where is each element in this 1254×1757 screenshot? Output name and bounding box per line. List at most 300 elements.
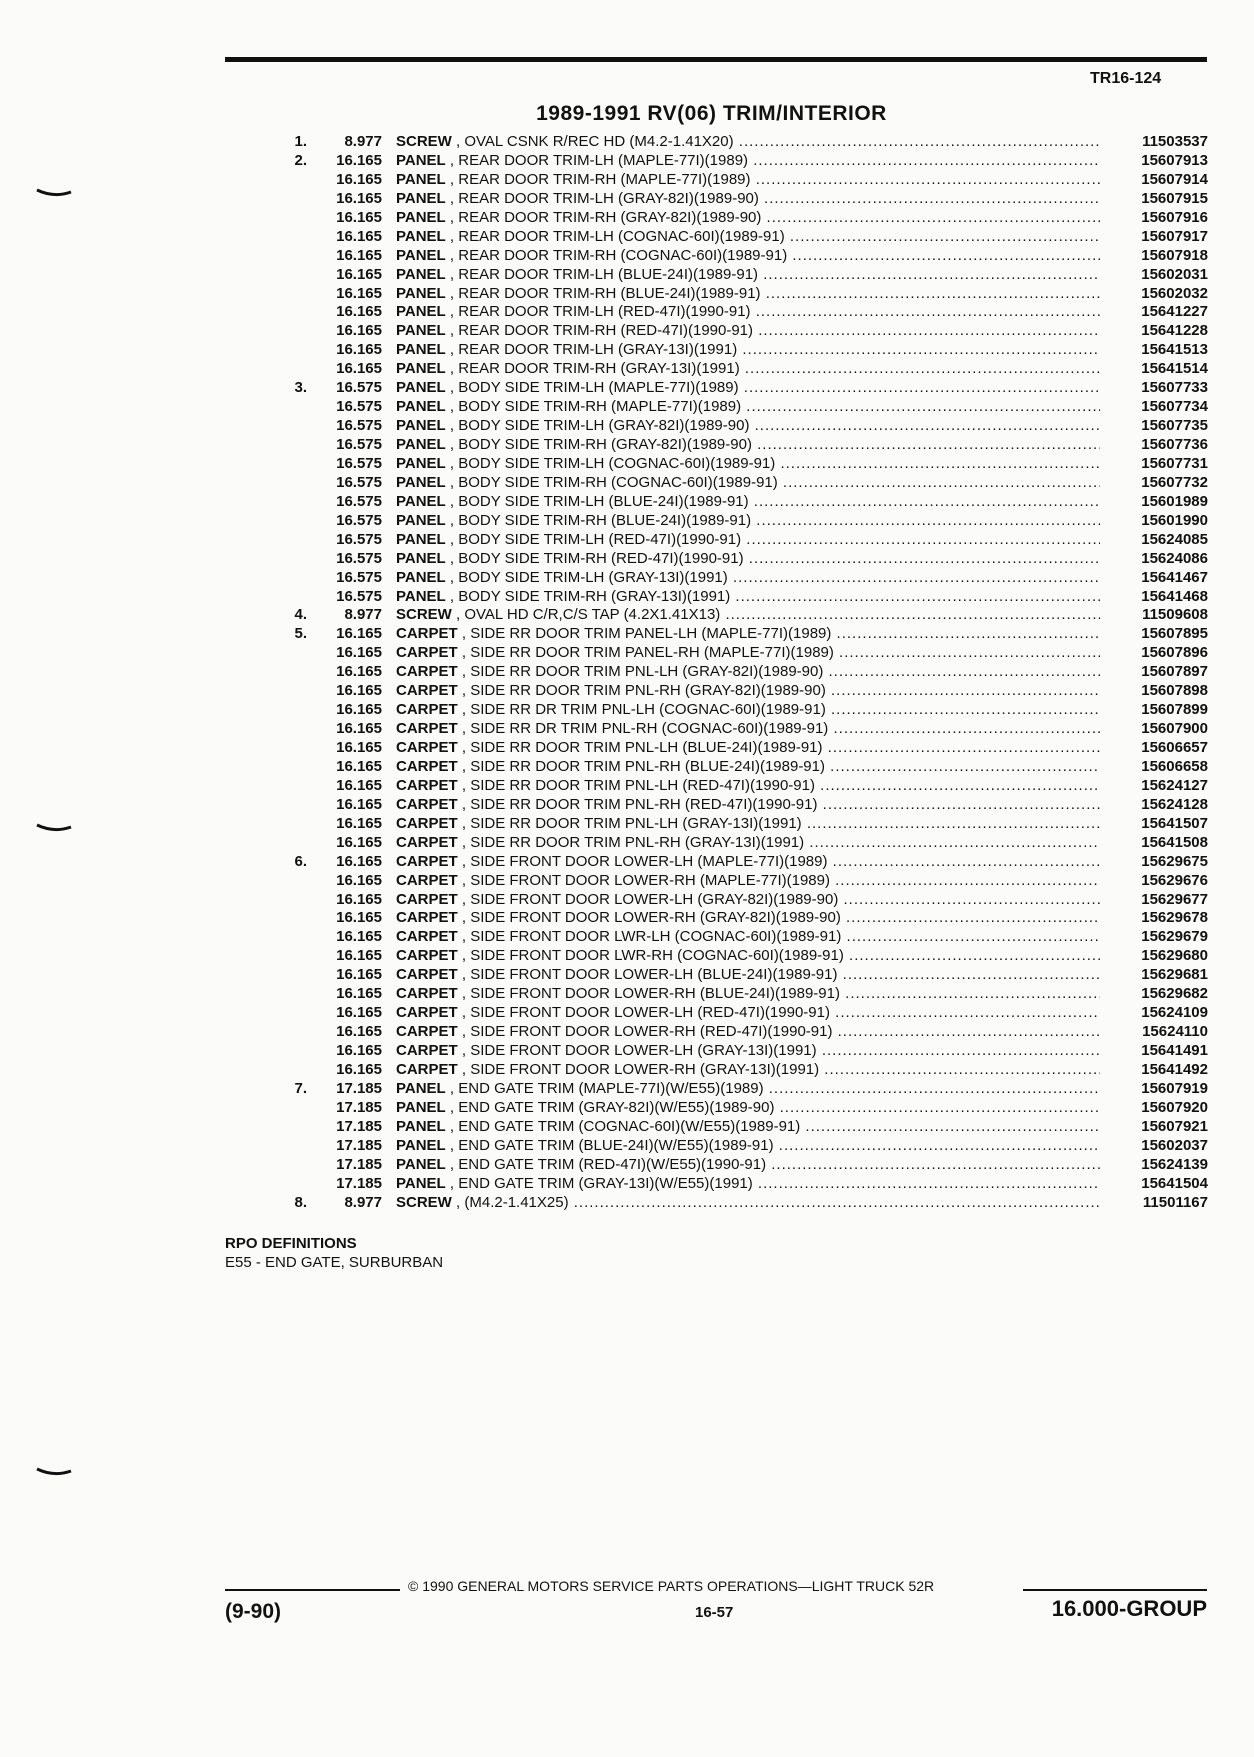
part-row	[280, 398, 1208, 417]
part-row	[280, 266, 1208, 285]
part-description: PANEL , END GATE TRIM (RED-47I)(W/E55)(1990-91) .....	[396, 1156, 1176, 1175]
part-name: CARPET	[396, 625, 458, 643]
part-description: PANEL , REAR DOOR TRIM-RH (COGNAC-60I)(1989-91) .....	[396, 247, 1176, 266]
part-detail: (M4.2-1.41X25)	[464, 1193, 569, 1211]
part-description: PANEL , REAR DOOR TRIM-RH (MAPLE-77I)(1989) .....	[396, 171, 1176, 190]
part-description: PANEL , BODY SIDE TRIM-RH (GRAY-82I)(1989-90) .....	[396, 436, 1176, 455]
part-row	[280, 720, 1208, 739]
part-detail: SIDE FRONT DOOR LOWER-LH (GRAY-13I)(1991)	[470, 1042, 817, 1059]
part-number: 11501167	[1100, 1194, 1208, 1213]
section-number: 16.165	[336, 871, 382, 889]
part-description: CARPET , SIDE FRONT DOOR LOWER-LH (RED-47I)(1990-91) .....	[396, 1004, 1176, 1023]
part-detail: BODY SIDE TRIM-LH (GRAY-82I)(1989-90)	[458, 417, 750, 435]
part-description: PANEL , END GATE TRIM (COGNAC-60I)(W/E55)(1989-91) .....	[396, 1118, 1176, 1137]
part-description: CARPET , SIDE RR DOOR TRIM PANEL-LH (MAPLE-77I)(1989) .....	[396, 625, 1176, 644]
section-number: 16.165	[336, 701, 382, 719]
part-row	[280, 777, 1208, 796]
part-description: CARPET , SIDE FRONT DOOR LOWER-RH (GRAY-13I)(1991) .....	[396, 1061, 1176, 1080]
part-name: PANEL	[396, 303, 446, 321]
part-row	[280, 891, 1208, 910]
part-name: PANEL	[396, 1098, 446, 1116]
part-name: PANEL	[396, 227, 446, 245]
part-name: CARPET	[396, 871, 458, 889]
section-number: 17.185	[336, 1117, 382, 1135]
part-row	[280, 701, 1208, 720]
part-number: 15629680	[1100, 947, 1208, 966]
part-description: PANEL , BODY SIDE TRIM-LH (GRAY-13I)(1991) .....	[396, 569, 1176, 588]
part-number: 15641228	[1100, 322, 1208, 341]
section-number: 16.165	[336, 625, 382, 643]
part-number: 15629675	[1100, 853, 1208, 872]
part-row	[280, 909, 1208, 928]
part-number: 15607921	[1100, 1118, 1208, 1137]
part-name: CARPET	[396, 739, 458, 756]
part-name: PANEL	[396, 454, 446, 472]
part-description: PANEL , BODY SIDE TRIM-RH (BLUE-24I)(1989-91) .....	[396, 512, 1176, 531]
part-row	[280, 947, 1208, 966]
section-number: 16.165	[336, 814, 382, 832]
part-detail: SIDE FRONT DOOR LOWER-RH (GRAY-82I)(1989-90)	[470, 909, 841, 927]
part-description: PANEL , BODY SIDE TRIM-LH (RED-47I)(1990-91) .....	[396, 531, 1176, 550]
part-detail: REAR DOOR TRIM-LH (MAPLE-77I)(1989)	[458, 151, 749, 169]
part-description: PANEL , END GATE TRIM (BLUE-24I)(W/E55)(1989-91) .....	[396, 1137, 1176, 1156]
part-name: CARPET	[396, 814, 458, 832]
part-description: PANEL , END GATE TRIM (GRAY-82I)(W/E55)(1989-90) .....	[396, 1099, 1176, 1118]
part-name: CARPET	[396, 928, 458, 946]
section-number: 16.575	[336, 436, 382, 453]
part-number: 15606657	[1100, 739, 1208, 758]
part-row	[280, 644, 1208, 663]
part-row	[280, 663, 1208, 682]
top-rule	[225, 57, 1207, 62]
part-number: 15624085	[1100, 531, 1208, 550]
part-name: CARPET	[396, 909, 458, 927]
part-description: CARPET , SIDE RR DOOR TRIM PNL-LH (GRAY-13I)(1991) .....	[396, 815, 1176, 834]
part-detail: REAR DOOR TRIM-RH (MAPLE-77I)(1989)	[458, 170, 751, 188]
part-detail: SIDE RR DOOR TRIM PANEL-LH (MAPLE-77I)(1989)	[470, 625, 832, 643]
part-number: 15607913	[1100, 152, 1208, 171]
section-number: 16.165	[336, 341, 382, 359]
part-number: 15602037	[1100, 1137, 1208, 1156]
part-description: CARPET , SIDE RR DOOR TRIM PNL-RH (GRAY-13I)(1991) .....	[396, 834, 1176, 853]
part-number: 15607733	[1100, 379, 1208, 398]
section-number: 16.165	[336, 1060, 382, 1078]
section-number: 16.165	[336, 170, 382, 188]
section-number: 16.165	[336, 303, 382, 321]
part-name: PANEL	[396, 341, 446, 359]
section-number: 16.165	[336, 909, 382, 927]
part-detail: END GATE TRIM (MAPLE-77I)(W/E55)(1989)	[458, 1079, 764, 1097]
part-detail: SIDE FRONT DOOR LWR-RH (COGNAC-60I)(1989-91)	[470, 947, 844, 965]
part-name: PANEL	[396, 208, 446, 226]
part-detail: BODY SIDE TRIM-RH (COGNAC-60I)(1989-91)	[458, 473, 778, 491]
section-number: 16.575	[336, 454, 382, 472]
part-detail: SIDE RR DOOR TRIM PNL-RH (BLUE-24I)(1989-91)	[470, 757, 825, 775]
part-name: PANEL	[396, 417, 446, 435]
part-name: PANEL	[396, 189, 446, 207]
part-row	[280, 379, 1208, 398]
part-name: CARPET	[396, 720, 458, 738]
section-number: 17.185	[336, 1136, 382, 1154]
part-name: PANEL	[396, 436, 446, 453]
part-detail: BODY SIDE TRIM-LH (RED-47I)(1990-91)	[458, 530, 742, 548]
part-row	[280, 815, 1208, 834]
part-name: PANEL	[396, 1174, 446, 1192]
part-number: 15641507	[1100, 815, 1208, 834]
part-row	[280, 228, 1208, 247]
part-detail: END GATE TRIM (GRAY-13I)(W/E55)(1991)	[458, 1174, 753, 1192]
part-detail: SIDE RR DOOR TRIM PANEL-RH (MAPLE-77I)(1989)	[470, 644, 834, 662]
section-number: 16.165	[336, 1004, 382, 1022]
section-number: 16.575	[336, 587, 382, 605]
item-ref-number: 1.	[294, 133, 307, 150]
part-row	[280, 834, 1208, 853]
part-row	[280, 474, 1208, 493]
part-number: 15607915	[1100, 190, 1208, 209]
part-detail: SIDE RR DR TRIM PNL-RH (COGNAC-60I)(1989-91)	[470, 720, 829, 738]
part-name: PANEL	[396, 151, 446, 169]
part-description: PANEL , REAR DOOR TRIM-LH (GRAY-82I)(1989-90) .....	[396, 190, 1176, 209]
part-detail: SIDE RR DOOR TRIM PNL-LH (RED-47I)(1990-91)	[470, 776, 815, 794]
part-name: CARPET	[396, 644, 458, 662]
part-row	[280, 493, 1208, 512]
group-label: 16.000-GROUP	[1051, 1596, 1207, 1621]
part-number: 15607918	[1100, 247, 1208, 266]
part-row	[280, 569, 1208, 588]
part-number: 15629677	[1100, 891, 1208, 910]
part-detail: BODY SIDE TRIM-LH (COGNAC-60I)(1989-91)	[458, 454, 776, 472]
section-number: 16.165	[336, 227, 382, 245]
part-description: CARPET , SIDE RR DOOR TRIM PNL-RH (GRAY-82I)(1989-90) .....	[396, 682, 1176, 701]
section-number: 16.165	[336, 644, 382, 662]
part-row	[280, 1023, 1208, 1042]
part-row	[280, 682, 1208, 701]
part-number: 15629678	[1100, 909, 1208, 928]
part-name: PANEL	[396, 1155, 446, 1173]
punch-mark-icon	[36, 188, 72, 200]
part-number: 15607897	[1100, 663, 1208, 682]
part-number: 15641467	[1100, 569, 1208, 588]
part-name: CARPET	[396, 663, 458, 681]
part-name: CARPET	[396, 1060, 458, 1078]
part-number: 15607734	[1100, 398, 1208, 417]
part-detail: REAR DOOR TRIM-LH (BLUE-24I)(1989-91)	[458, 265, 759, 283]
part-detail: BODY SIDE TRIM-LH (BLUE-24I)(1989-91)	[458, 492, 749, 510]
section-number: 17.185	[336, 1098, 382, 1116]
section-number: 16.165	[336, 663, 382, 681]
part-number: 15641508	[1100, 834, 1208, 853]
section-number: 16.575	[336, 568, 382, 586]
section-number: 16.165	[336, 265, 382, 283]
part-description: PANEL , END GATE TRIM (GRAY-13I)(W/E55)(1991) .....	[396, 1175, 1176, 1194]
section-number: 17.185	[336, 1079, 382, 1097]
part-detail: SIDE RR DOOR TRIM PNL-RH (RED-47I)(1990-91)	[470, 795, 818, 813]
part-description: PANEL , BODY SIDE TRIM-LH (MAPLE-77I)(1989) .....	[396, 379, 1176, 398]
part-description: CARPET , SIDE FRONT DOOR LOWER-RH (RED-47I)(1990-91) .....	[396, 1023, 1176, 1042]
part-name: PANEL	[396, 398, 446, 416]
part-row	[280, 588, 1208, 607]
document-code: TR16-124	[1090, 70, 1162, 87]
part-number: 15629681	[1100, 966, 1208, 985]
part-row	[280, 1175, 1208, 1194]
part-name: PANEL	[396, 322, 446, 340]
part-row	[280, 417, 1208, 436]
part-detail: END GATE TRIM (GRAY-82I)(W/E55)(1989-90)	[458, 1098, 775, 1116]
part-row	[280, 1194, 1208, 1213]
part-detail: SIDE FRONT DOOR LOWER-LH (BLUE-24I)(1989-91)	[470, 966, 838, 984]
part-description: CARPET , SIDE FRONT DOOR LOWER-LH (GRAY-82I)(1989-90) .....	[396, 891, 1176, 910]
part-description: PANEL , REAR DOOR TRIM-LH (COGNAC-60I)(1989-91) .....	[396, 228, 1176, 247]
section-number: 17.185	[336, 1155, 382, 1173]
part-row	[280, 606, 1208, 625]
part-number: 15607916	[1100, 209, 1208, 228]
part-row	[280, 1042, 1208, 1061]
part-description: PANEL , BODY SIDE TRIM-LH (GRAY-82I)(1989-90) .....	[396, 417, 1176, 436]
part-row	[280, 1080, 1208, 1099]
item-ref-number: 8.	[294, 1193, 307, 1211]
part-detail: SIDE FRONT DOOR LOWER-LH (RED-47I)(1990-91)	[470, 1004, 830, 1022]
part-row	[280, 1137, 1208, 1156]
part-number: 15602031	[1100, 266, 1208, 285]
part-number: 15607899	[1100, 701, 1208, 720]
part-row	[280, 190, 1208, 209]
part-detail: END GATE TRIM (RED-47I)(W/E55)(1990-91)	[458, 1155, 767, 1173]
item-ref-number: 6.	[294, 852, 307, 870]
part-number: 15607917	[1100, 228, 1208, 247]
footer-date: (9-90)	[225, 1600, 282, 1623]
part-detail: SIDE RR DOOR TRIM PNL-LH (BLUE-24I)(1989-91)	[470, 739, 823, 756]
section-number: 16.575	[336, 379, 382, 397]
footer-rule-right	[1023, 1589, 1207, 1591]
part-row	[280, 1118, 1208, 1137]
part-row	[280, 455, 1208, 474]
rpo-title: RPO DEFINITIONS	[225, 1235, 357, 1252]
part-description: PANEL , BODY SIDE TRIM-RH (COGNAC-60I)(1989-91) .....	[396, 474, 1176, 493]
part-number: 15624086	[1100, 550, 1208, 569]
part-number: 15601990	[1100, 512, 1208, 531]
section-number: 16.165	[336, 833, 382, 851]
part-name: SCREW	[396, 1193, 452, 1211]
part-number: 15641514	[1100, 360, 1208, 379]
part-row	[280, 1156, 1208, 1175]
part-detail: REAR DOOR TRIM-LH (GRAY-82I)(1989-90)	[458, 189, 759, 207]
part-detail: SIDE RR DOOR TRIM PNL-RH (GRAY-82I)(1989-90)	[470, 682, 826, 700]
part-row	[280, 872, 1208, 891]
part-number: 15641504	[1100, 1175, 1208, 1194]
part-number: 15606658	[1100, 758, 1208, 777]
part-detail: SIDE RR DOOR TRIM PNL-RH (GRAY-13I)(1991)	[470, 833, 805, 851]
part-detail: SIDE FRONT DOOR LOWER-LH (GRAY-82I)(1989-90)	[470, 890, 839, 908]
part-number: 15629682	[1100, 985, 1208, 1004]
part-row	[280, 531, 1208, 550]
part-number: 15607920	[1100, 1099, 1208, 1118]
part-number: 15607896	[1100, 644, 1208, 663]
part-row	[280, 209, 1208, 228]
part-description: PANEL , REAR DOOR TRIM-RH (GRAY-82I)(1989-90) .....	[396, 209, 1176, 228]
section-number: 16.165	[336, 1023, 382, 1041]
part-row	[280, 360, 1208, 379]
part-description: CARPET , SIDE RR DOOR TRIM PANEL-RH (MAPLE-77I)(1989) .....	[396, 644, 1176, 663]
part-detail: SIDE FRONT DOOR LOWER-RH (GRAY-13I)(1991)	[470, 1060, 820, 1078]
part-description: CARPET , SIDE FRONT DOOR LOWER-LH (GRAY-13I)(1991) .....	[396, 1042, 1176, 1061]
part-description: CARPET , SIDE FRONT DOOR LOWER-RH (GRAY-82I)(1989-90) .....	[396, 909, 1176, 928]
part-number: 15624139	[1100, 1156, 1208, 1175]
part-name: CARPET	[396, 985, 458, 1003]
part-name: CARPET	[396, 833, 458, 851]
part-number: 15607736	[1100, 436, 1208, 455]
part-detail: SIDE FRONT DOOR LWR-LH (COGNAC-60I)(1989-91)	[470, 928, 842, 946]
part-row	[280, 625, 1208, 644]
rpo-line: E55 - END GATE, SURBURBAN	[225, 1254, 444, 1271]
section-number: 16.575	[336, 549, 382, 567]
part-name: PANEL	[396, 511, 446, 529]
punch-mark-icon	[36, 823, 72, 835]
part-description: CARPET , SIDE FRONT DOOR LOWER-RH (MAPLE-77I)(1989) .....	[396, 872, 1176, 891]
part-description: SCREW , OVAL HD C/R,C/S TAP (4.2X1.41X13) .....	[396, 606, 1176, 625]
part-row	[280, 550, 1208, 569]
section-number: 16.575	[336, 530, 382, 548]
part-description: CARPET , SIDE FRONT DOOR LWR-RH (COGNAC-60I)(1989-91) .....	[396, 947, 1176, 966]
part-row	[280, 966, 1208, 985]
part-name: PANEL	[396, 265, 446, 283]
part-description: PANEL , REAR DOOR TRIM-LH (BLUE-24I)(1989-91) .....	[396, 266, 1176, 285]
section-number: 16.165	[336, 246, 382, 264]
part-name: PANEL	[396, 530, 446, 548]
part-description: PANEL , REAR DOOR TRIM-RH (BLUE-24I)(1989-91) .....	[396, 285, 1176, 304]
section-number: 16.165	[336, 795, 382, 813]
part-row	[280, 985, 1208, 1004]
part-description: CARPET , SIDE RR DOOR TRIM PNL-LH (RED-47I)(1990-91) .....	[396, 777, 1176, 796]
page-title: 1989-1991 RV(06) TRIM/INTERIOR	[536, 102, 887, 125]
footer-rule-left	[225, 1589, 400, 1591]
part-number: 15624128	[1100, 796, 1208, 815]
section-number: 16.165	[336, 284, 382, 302]
part-name: CARPET	[396, 890, 458, 908]
part-number: 15607900	[1100, 720, 1208, 739]
item-ref-number: 2.	[294, 151, 307, 169]
part-name: SCREW	[396, 133, 452, 150]
part-description: PANEL , BODY SIDE TRIM-LH (COGNAC-60I)(1989-91) .....	[396, 455, 1176, 474]
part-description: PANEL , BODY SIDE TRIM-RH (GRAY-13I)(1991) .....	[396, 588, 1176, 607]
part-name: CARPET	[396, 795, 458, 813]
section-number: 17.185	[336, 1174, 382, 1192]
part-detail: OVAL CSNK R/REC HD (M4.2-1.41X20)	[464, 133, 734, 150]
part-description: PANEL , BODY SIDE TRIM-RH (RED-47I)(1990-91) .....	[396, 550, 1176, 569]
part-number: 15641491	[1100, 1042, 1208, 1061]
part-detail: END GATE TRIM (BLUE-24I)(W/E55)(1989-91)	[458, 1136, 774, 1154]
part-description: PANEL , REAR DOOR TRIM-LH (MAPLE-77I)(1989) .....	[396, 152, 1176, 171]
section-number: 16.575	[336, 417, 382, 435]
section-number: 16.165	[336, 360, 382, 378]
item-ref-number: 4.	[294, 606, 307, 624]
section-number: 16.575	[336, 511, 382, 529]
part-row	[280, 512, 1208, 531]
section-number: 16.165	[336, 208, 382, 226]
part-number: 15601989	[1100, 493, 1208, 512]
part-number: 15607895	[1100, 625, 1208, 644]
section-number: 16.165	[336, 757, 382, 775]
part-row	[280, 322, 1208, 341]
part-row	[280, 796, 1208, 815]
rpo-definitions	[225, 1234, 443, 1272]
part-number: 15602032	[1100, 285, 1208, 304]
part-description: SCREW , (M4.2-1.41X25) .....	[396, 1194, 1176, 1213]
part-name: CARPET	[396, 701, 458, 719]
part-number: 15641468	[1100, 588, 1208, 607]
footer-copyright: © 1990 GENERAL MOTORS SERVICE PARTS OPERATIONS—LIGHT TRUCK 52R	[408, 1578, 935, 1594]
section-number: 16.165	[336, 776, 382, 794]
part-number: 15607731	[1100, 455, 1208, 474]
part-name: CARPET	[396, 966, 458, 984]
item-ref-number: 5.	[294, 625, 307, 643]
section-number: 16.165	[336, 985, 382, 1003]
part-number: 15607914	[1100, 171, 1208, 190]
section-number: 8.977	[344, 606, 382, 624]
part-detail: SIDE RR DR TRIM PNL-LH (COGNAC-60I)(1989-91)	[470, 701, 826, 719]
section-number: 16.575	[336, 473, 382, 491]
part-number: 15641492	[1100, 1061, 1208, 1080]
part-number: 15629676	[1100, 872, 1208, 891]
part-description: CARPET , SIDE RR DOOR TRIM PNL-LH (BLUE-24I)(1989-91) .....	[396, 739, 1176, 758]
part-number: 11509608	[1100, 606, 1208, 625]
part-detail: SIDE RR DOOR TRIM PNL-LH (GRAY-13I)(1991)	[470, 814, 802, 832]
part-row	[280, 152, 1208, 171]
section-number: 16.165	[336, 322, 382, 340]
part-description: CARPET , SIDE FRONT DOOR LOWER-LH (BLUE-24I)(1989-91) .....	[396, 966, 1176, 985]
section-number: 16.165	[336, 947, 382, 965]
part-description: PANEL , END GATE TRIM (MAPLE-77I)(W/E55)(1989) .....	[396, 1080, 1176, 1099]
part-row	[280, 758, 1208, 777]
part-detail: REAR DOOR TRIM-RH (GRAY-82I)(1989-90)	[458, 208, 762, 226]
part-detail: SIDE RR DOOR TRIM PNL-LH (GRAY-82I)(1989-90)	[470, 663, 824, 681]
section-number: 16.165	[336, 966, 382, 984]
punch-mark-icon	[36, 1467, 72, 1479]
part-row	[280, 1099, 1208, 1118]
part-detail: BODY SIDE TRIM-RH (GRAY-13I)(1991)	[458, 587, 731, 605]
part-name: PANEL	[396, 1079, 446, 1097]
part-name: CARPET	[396, 947, 458, 965]
part-detail: BODY SIDE TRIM-RH (BLUE-24I)(1989-91)	[458, 511, 752, 529]
part-name: PANEL	[396, 568, 446, 586]
part-description: SCREW , OVAL CSNK R/REC HD (M4.2-1.41X20) .....	[396, 133, 1176, 152]
section-number: 16.165	[336, 151, 382, 169]
part-name: PANEL	[396, 379, 446, 397]
part-name: CARPET	[396, 757, 458, 775]
part-description: PANEL , BODY SIDE TRIM-RH (MAPLE-77I)(1989) .....	[396, 398, 1176, 417]
part-detail: SIDE FRONT DOOR LOWER-LH (MAPLE-77I)(1989)	[470, 852, 828, 870]
part-number: 15641513	[1100, 341, 1208, 360]
section-number: 16.165	[336, 189, 382, 207]
part-number: 15624110	[1100, 1023, 1208, 1042]
section-number: 16.165	[336, 720, 382, 738]
section-number: 8.977	[344, 133, 382, 150]
part-description: PANEL , BODY SIDE TRIM-LH (BLUE-24I)(1989-91) .....	[396, 493, 1176, 512]
part-row	[280, 133, 1208, 152]
part-number: 15641227	[1100, 303, 1208, 322]
section-number: 16.575	[336, 492, 382, 510]
part-detail: REAR DOOR TRIM-RH (BLUE-24I)(1989-91)	[458, 284, 761, 302]
part-name: CARPET	[396, 682, 458, 700]
part-row	[280, 247, 1208, 266]
part-name: CARPET	[396, 1023, 458, 1041]
section-number: 16.575	[336, 398, 382, 416]
section-number: 8.977	[344, 1193, 382, 1211]
part-description: CARPET , SIDE RR DOOR TRIM PNL-LH (GRAY-82I)(1989-90) .....	[396, 663, 1176, 682]
section-number: 16.165	[336, 890, 382, 908]
page-number: 16-57	[695, 1604, 734, 1621]
part-description: PANEL , REAR DOOR TRIM-RH (GRAY-13I)(1991) .....	[396, 360, 1176, 379]
part-row	[280, 341, 1208, 360]
